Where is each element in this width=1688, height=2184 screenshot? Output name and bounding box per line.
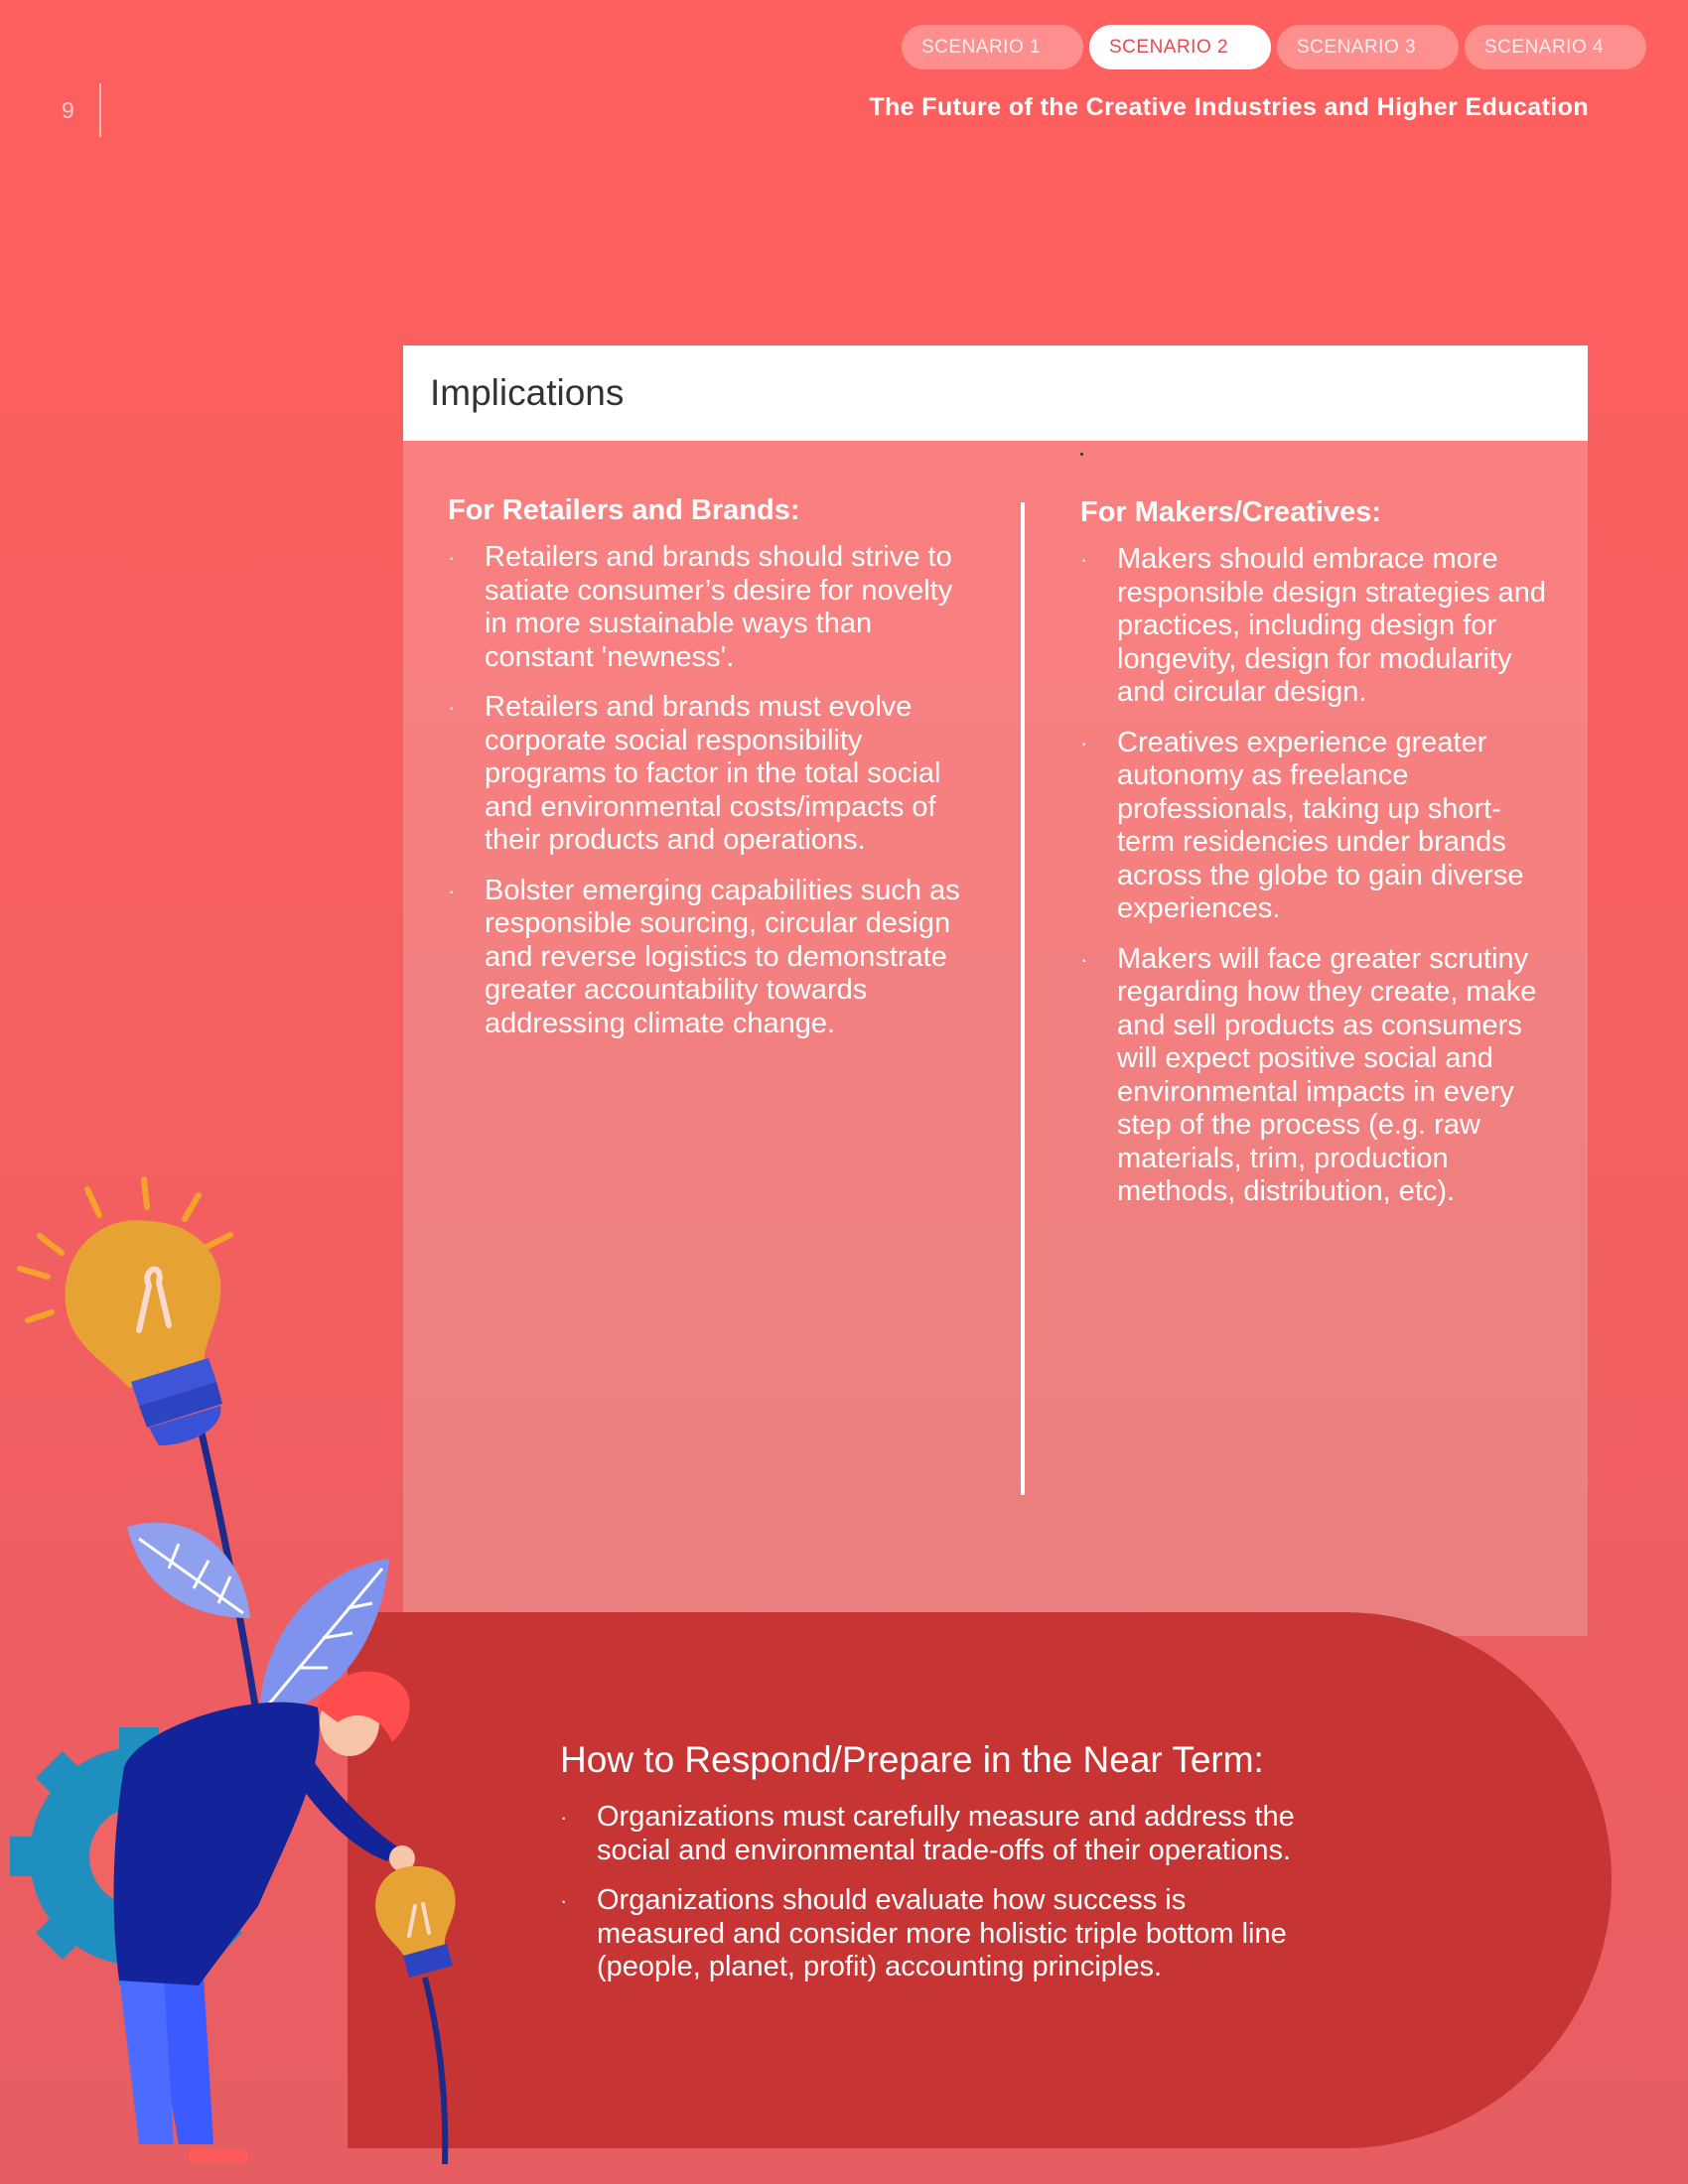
list-item-text: Organizations should evaluate how success is measured and consider more holistic triple bottom line (people, planet, profit) accounting principles. [597,1884,1287,1982]
implications-panel [403,345,1588,1636]
retailers-list [448,541,964,1040]
list-item-text: Retailers and brands must evolve corporate social responsibility programs to factor in the total social and environmental costs/impacts of their products and operations. [485,691,941,856]
respond-section [560,1739,1315,2001]
stray-dot [1080,453,1083,456]
list-item [448,691,964,858]
bullet: · [1080,730,1088,755]
bullet: · [448,695,456,720]
tab-scenario-3[interactable]: SCENARIO 3 [1277,25,1459,69]
document-title: The Future of the Creative Industries and Higher Education [869,93,1589,121]
bullet: · [560,1805,568,1830]
tab-scenario-2[interactable]: SCENARIO 2 [1089,25,1271,69]
list-item-text: Bolster emerging capabilities such as responsible sourcing, circular design and reverse logistics to demonstrate greater accountability towards addressing climate change. [485,874,960,1039]
bullet: · [448,878,456,903]
list-item-text: Retailers and brands should strive to satiate consumer’s desire for novelty in more sustainable ways than constant 'newness'. [485,541,953,673]
leaf-icon [127,1523,250,1618]
list-item [1080,727,1557,926]
list-item-text: Creatives experience greater autonomy as freelance professionals, taking up short-term residencies under brands across the globe to gain diverse experiences. [1117,726,1524,924]
makers-column [1080,496,1557,1226]
page-number-divider [99,83,101,137]
respond-list [560,1801,1315,1984]
retailers-heading: For Retailers and Brands: [448,494,800,526]
lightbulb-icon [20,1179,230,1445]
list-item [1080,943,1557,1209]
retailers-column [448,494,964,1057]
tab-scenario-1[interactable]: SCENARIO 1 [902,25,1083,69]
column-divider [1021,502,1025,1495]
lightbulb-icon [375,1866,456,2164]
page-number: 9 [62,97,74,123]
respond-title: How to Respond/Prepare in the Near Term: [560,1739,1264,1780]
makers-heading: For Makers/Creatives: [1080,496,1382,528]
list-item [1080,543,1557,710]
list-item-text: Makers should embrace more responsible design strategies and practices, including design for longevity, design for modularity and circular design. [1117,543,1547,708]
list-item [448,875,964,1041]
list-item-text: Makers will face greater scrutiny regarding how they create, make and sell products as consumers will expect positive social and environmental impacts in every step of the process (e.g. raw materials, trim, production methods, distribution, etc). [1117,942,1537,1207]
illustration [0,1152,477,2184]
makers-list [1080,543,1557,1209]
list-item [560,1884,1315,1984]
implications-title: Implications [403,345,1588,441]
person-figure [114,1672,415,2162]
bullet: · [448,545,456,570]
bullet: · [1080,946,1088,972]
scenario-tabs [902,25,1646,69]
tab-scenario-4[interactable]: SCENARIO 4 [1465,25,1646,69]
list-item [448,541,964,674]
bullet: · [1080,547,1088,572]
list-item [560,1801,1315,1867]
list-item-text: Organizations must carefully measure and address the social and environmental trade-offs of their operations. [597,1801,1295,1866]
bullet: · [560,1888,568,1913]
